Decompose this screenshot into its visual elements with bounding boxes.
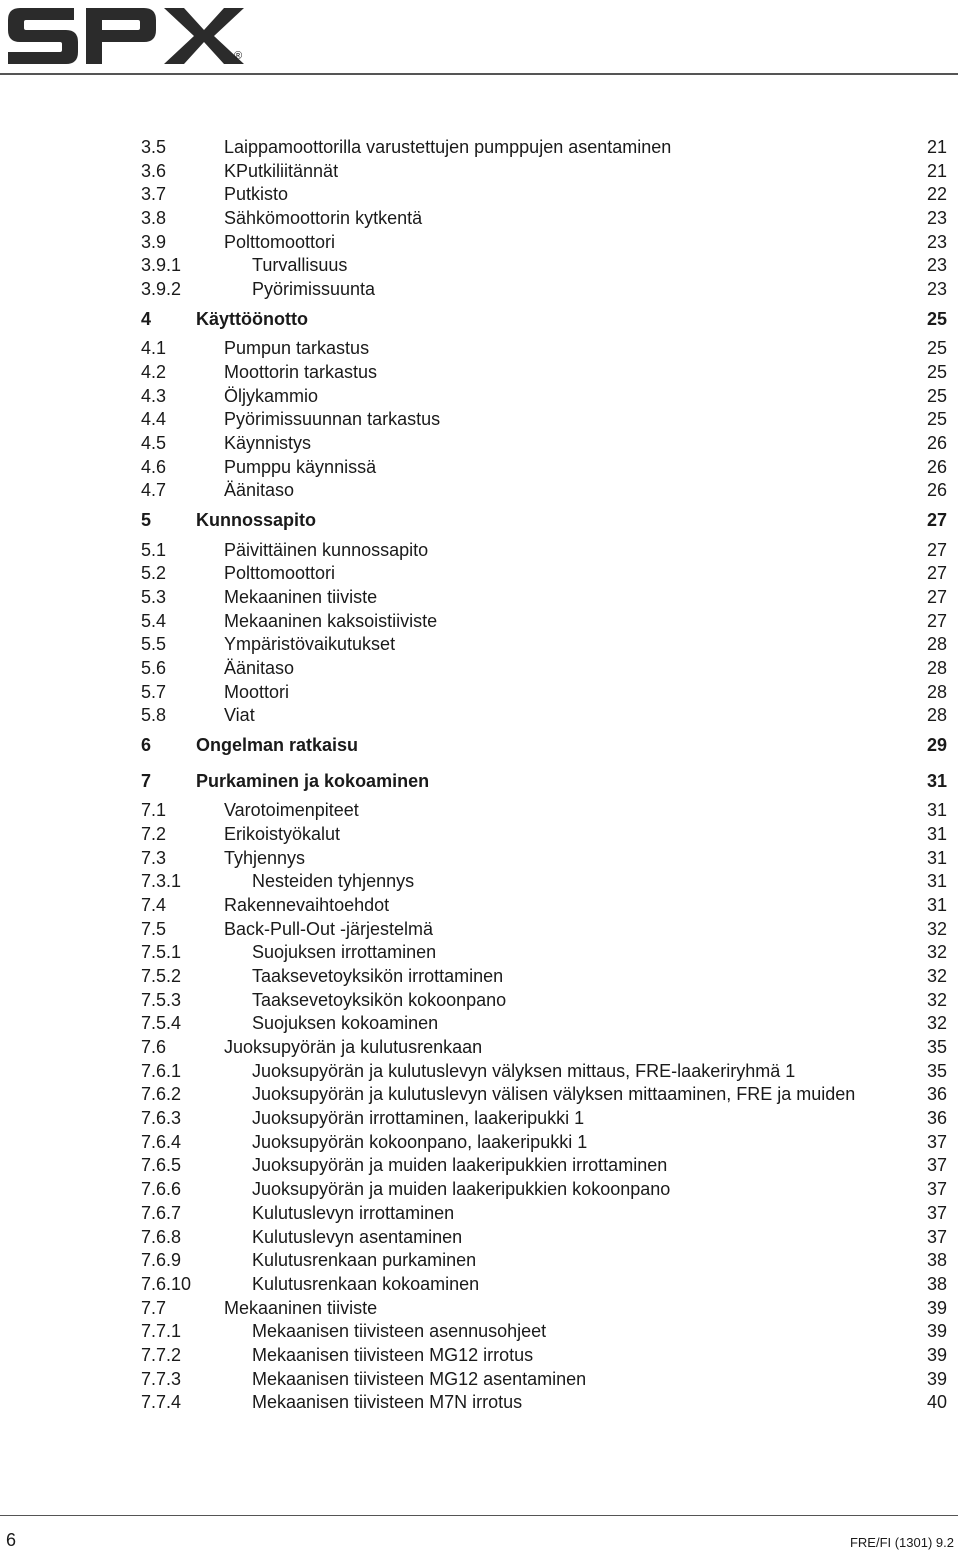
toc-title: Mekaaninen tiiviste	[224, 587, 378, 607]
toc-row[interactable]	[141, 918, 947, 942]
toc-title: Moottori	[224, 681, 290, 702]
toc-number: 7.7	[141, 1297, 167, 1318]
toc-number: 5	[141, 510, 152, 531]
header-divider	[0, 73, 958, 75]
toc-row[interactable]	[141, 1131, 947, 1155]
toc-title: Pyörimissuunta	[252, 279, 376, 300]
toc-number: 5.7	[141, 681, 167, 702]
toc-page: 32	[926, 989, 947, 1010]
toc-chapter-row[interactable]	[141, 764, 947, 800]
toc-number: 7.7.1	[141, 1321, 182, 1342]
toc-row[interactable]	[141, 432, 947, 456]
toc-title: Mekaanisen tiivisteen asennusohjeet	[252, 1321, 547, 1342]
toc-title: Suojuksen irrottaminen	[252, 942, 437, 963]
toc-row[interactable]	[141, 823, 947, 847]
toc-page: 26	[926, 456, 947, 477]
toc-page: 38	[926, 1250, 947, 1271]
toc-number: 7.7.2	[141, 1344, 182, 1365]
toc-page: 36	[926, 1108, 947, 1129]
toc-row[interactable]	[141, 1320, 947, 1344]
toc-number: 7.3	[141, 847, 167, 868]
toc-title: Öljykammio	[224, 385, 319, 406]
toc-row[interactable]	[141, 1344, 947, 1368]
toc-page: 25	[926, 362, 947, 382]
toc-row[interactable]	[141, 1202, 947, 1226]
toc-row[interactable]	[141, 633, 947, 657]
toc-row[interactable]	[141, 965, 947, 989]
toc-title: Ongelman ratkaisu	[196, 735, 359, 756]
toc-row[interactable]	[141, 562, 947, 586]
toc-title: Mekaanisen tiivisteen MG12 irrotus	[252, 1344, 534, 1365]
toc-title: Kulutusrenkaan purkaminen	[252, 1250, 477, 1271]
toc-page: 31	[926, 823, 947, 844]
toc-page: 26	[926, 433, 947, 454]
toc-page: 39	[926, 1344, 947, 1365]
toc-number: 5.1	[141, 539, 167, 560]
toc-page: 37	[926, 1226, 947, 1247]
toc-row[interactable]	[141, 870, 947, 894]
toc-title: Juoksupyörän kokoonpano, laakeripukki 1	[252, 1131, 588, 1152]
toc-number: 7.6	[141, 1037, 167, 1057]
toc-title: Back-Pull-Out -järjestelmä	[224, 918, 434, 939]
toc-title: Mekaanisen tiivisteen MG12 asentaminen	[252, 1368, 587, 1389]
toc-number: 7.3.1	[141, 871, 182, 892]
toc-title: Rakennevaihtoehdot	[224, 894, 390, 915]
toc-row[interactable]	[141, 610, 947, 634]
toc-title: Kulutuslevyn asentaminen	[252, 1226, 463, 1247]
toc-row[interactable]	[141, 586, 947, 610]
toc-number: 3.6	[141, 160, 167, 181]
toc-page: 32	[926, 965, 947, 986]
toc-page: 28	[926, 705, 947, 726]
toc-number: 7.5	[141, 918, 167, 939]
toc-row[interactable]	[141, 657, 947, 681]
toc-number: 5.8	[141, 705, 167, 726]
toc-number: 7.5.2	[141, 965, 182, 986]
toc-chapter-row[interactable]	[141, 302, 947, 338]
toc-number: 7.7.4	[141, 1392, 182, 1413]
toc-row[interactable]	[141, 1391, 947, 1415]
toc-title: Pumpun tarkastus	[224, 338, 370, 359]
toc-row[interactable]	[141, 1226, 947, 1250]
toc-row[interactable]	[141, 408, 947, 432]
table-of-contents	[141, 136, 947, 1415]
toc-row[interactable]	[141, 479, 947, 503]
toc-title: Käyttöönotto	[196, 308, 308, 329]
footer-divider	[0, 1515, 958, 1516]
toc-title: Taaksevetoyksikön kokoonpano	[252, 989, 507, 1010]
toc-row[interactable]	[141, 278, 947, 302]
toc-row[interactable]	[141, 254, 947, 278]
toc-number: 7.6.2	[141, 1084, 182, 1105]
toc-page: 37	[926, 1202, 947, 1223]
toc-page: 26	[926, 480, 947, 501]
spx-logo-graphic	[6, 2, 256, 68]
toc-row[interactable]	[141, 847, 947, 871]
toc-row[interactable]	[141, 1012, 947, 1036]
toc-page: 36	[926, 1084, 947, 1105]
toc-title: Pumppu käynnissä	[224, 456, 377, 477]
toc-page: 21	[926, 160, 947, 181]
toc-row[interactable]	[141, 231, 947, 255]
toc-page: 39	[926, 1297, 947, 1318]
toc-page: 31	[926, 871, 947, 892]
toc-page: 23	[926, 255, 947, 276]
toc-number: 7.6.4	[141, 1131, 182, 1152]
toc-page: 40	[926, 1392, 947, 1413]
toc-title: Kulutuslevyn irrottaminen	[252, 1202, 455, 1223]
toc-row[interactable]	[141, 1368, 947, 1392]
toc-number: 5.2	[141, 563, 167, 584]
toc-page: 37	[926, 1179, 947, 1200]
toc-title: Ympäristövaikutukset	[224, 634, 396, 655]
toc-page: 28	[926, 658, 947, 679]
toc-chapter-row[interactable]	[141, 728, 947, 764]
toc-number: 4.4	[141, 409, 167, 430]
toc-page: 27	[926, 510, 947, 531]
toc-row[interactable]	[141, 1036, 947, 1060]
toc-row[interactable]	[141, 136, 947, 160]
toc-title: Erikoistyökalut	[224, 823, 341, 844]
toc-title: Nesteiden tyhjennys	[252, 871, 415, 892]
toc-page: 32	[926, 942, 947, 963]
toc-title: Äänitaso	[224, 658, 295, 679]
toc-number: 4.2	[141, 362, 167, 382]
toc-number: 4.3	[141, 385, 167, 406]
registered-mark: ®	[234, 50, 243, 62]
toc-number: 7.6.7	[141, 1202, 182, 1223]
toc-page: 37	[926, 1131, 947, 1152]
toc-page: 39	[926, 1321, 947, 1342]
toc-page: 29	[926, 735, 947, 756]
toc-title: Pyörimissuunnan tarkastus	[224, 409, 441, 430]
toc-number: 3.5	[141, 137, 167, 157]
toc-chapter-row[interactable]	[141, 503, 947, 539]
toc-page: 38	[926, 1273, 947, 1294]
toc-title: Polttomoottori	[224, 231, 336, 252]
toc-number: 3.8	[141, 208, 167, 229]
toc-page: 39	[926, 1368, 947, 1389]
toc-number: 3.9.2	[141, 279, 182, 300]
toc-title: Laippamoottorilla varustettujen pumppujen asentaminen	[224, 137, 672, 157]
toc-title: Putkisto	[224, 184, 289, 205]
toc-title: Juoksupyörän ja kulutusrenkaan	[224, 1037, 483, 1057]
toc-number: 4.7	[141, 480, 167, 501]
toc-number: 7.6.8	[141, 1226, 182, 1247]
toc-title: Juoksupyörän ja kulutuslevyn välisen välyksen mittaaminen, FRE ja muiden	[252, 1084, 856, 1105]
toc-row[interactable]	[141, 799, 947, 823]
toc-row[interactable]	[141, 539, 947, 563]
toc-page: 23	[926, 208, 947, 229]
toc-number: 7.4	[141, 894, 167, 915]
toc-row[interactable]	[141, 1107, 947, 1131]
toc-page: 31	[926, 847, 947, 868]
toc-page: 25	[926, 308, 947, 329]
toc-title: Taaksevetoyksikön irrottaminen	[252, 965, 504, 986]
toc-number: 7.6.10	[141, 1273, 192, 1294]
toc-title: Polttomoottori	[224, 563, 336, 584]
page-number: 6	[6, 1530, 17, 1550]
toc-number: 7.7.3	[141, 1368, 182, 1389]
toc-title: Juoksupyörän ja muiden laakeripukkien irrottaminen	[252, 1155, 668, 1176]
toc-number: 7.1	[141, 800, 167, 821]
toc-number: 3.9.1	[141, 255, 182, 276]
toc-title: Viat	[224, 705, 255, 726]
toc-title: Äänitaso	[224, 480, 295, 501]
toc-title: Mekaanisen tiivisteen M7N irrotus	[252, 1392, 523, 1413]
toc-row[interactable]	[141, 681, 947, 705]
toc-row[interactable]	[141, 1297, 947, 1321]
toc-number: 7.2	[141, 823, 167, 844]
toc-row[interactable]	[141, 183, 947, 207]
toc-number: 6	[141, 735, 152, 756]
toc-row[interactable]	[141, 1083, 947, 1107]
toc-number: 5.5	[141, 634, 167, 655]
toc-row[interactable]	[141, 704, 947, 728]
toc-page: 35	[926, 1037, 947, 1057]
toc-title: Käynnistys	[224, 433, 312, 454]
toc-title: Moottorin tarkastus	[224, 362, 378, 382]
toc-row[interactable]	[141, 1060, 947, 1084]
toc-number: 7.6.9	[141, 1250, 182, 1271]
toc-title: Tyhjennys	[224, 847, 306, 868]
toc-title: Varotoimenpiteet	[224, 800, 359, 821]
toc-page: 31	[926, 894, 947, 915]
toc-page: 27	[926, 610, 947, 631]
toc-row[interactable]	[141, 361, 947, 385]
toc-row[interactable]	[141, 160, 947, 184]
spx-logo	[6, 2, 256, 73]
toc-number: 7.6.5	[141, 1155, 182, 1176]
toc-row[interactable]	[141, 1178, 947, 1202]
toc-page: 25	[926, 385, 947, 406]
toc-number: 4.6	[141, 456, 167, 477]
toc-number: 3.9	[141, 231, 167, 252]
toc-page: 31	[926, 770, 947, 791]
toc-number: 7.6.3	[141, 1108, 182, 1129]
toc-row[interactable]	[141, 941, 947, 965]
toc-row[interactable]	[141, 1154, 947, 1178]
toc-page: 27	[926, 587, 947, 607]
toc-page: 32	[926, 918, 947, 939]
document-code: FRE/FI (1301) 9.2	[849, 1535, 954, 1550]
toc-number: 7.5.1	[141, 942, 182, 963]
toc-number: 4.1	[141, 338, 167, 359]
toc-title: Juoksupyörän ja kulutuslevyn välyksen mittaus, FRE-laakeriryhmä 1	[252, 1060, 796, 1081]
toc-title: Purkaminen ja kokoaminen	[196, 770, 430, 791]
toc-page: 23	[926, 279, 947, 300]
toc-title: Mekaaninen tiiviste	[224, 1297, 378, 1318]
toc-page: 22	[926, 184, 947, 205]
toc-title: Turvallisuus	[252, 255, 348, 276]
toc-page: 28	[926, 681, 947, 702]
toc-page: 32	[926, 1013, 947, 1034]
toc-title: KPutkiliitännät	[224, 160, 339, 181]
toc-number: 7.6.1	[141, 1060, 182, 1081]
toc-row[interactable]	[141, 207, 947, 231]
toc-row[interactable]	[141, 1273, 947, 1297]
toc-number: 7.5.4	[141, 1013, 182, 1034]
toc-page: 23	[926, 231, 947, 252]
toc-page: 21	[926, 137, 947, 157]
toc-page: 27	[926, 563, 947, 584]
toc-title: Suojuksen kokoaminen	[252, 1013, 439, 1034]
toc-title: Juoksupyörän ja muiden laakeripukkien kokoonpano	[252, 1179, 671, 1200]
toc-title: Kulutusrenkaan kokoaminen	[252, 1273, 480, 1294]
toc-page: 31	[926, 800, 947, 821]
toc-row[interactable]	[141, 989, 947, 1013]
toc-number: 7.6.6	[141, 1179, 182, 1200]
toc-number: 7	[141, 770, 152, 791]
toc-page: 35	[926, 1060, 947, 1081]
toc-number: 5.3	[141, 587, 167, 607]
toc-page: 28	[926, 634, 947, 655]
toc-title: Päivittäinen kunnossapito	[224, 539, 429, 560]
toc-title: Mekaaninen kaksoistiiviste	[224, 610, 438, 631]
toc-row[interactable]	[141, 337, 947, 361]
toc-title: Juoksupyörän irrottaminen, laakeripukki 1	[252, 1108, 585, 1129]
toc-title: Sähkömoottorin kytkentä	[224, 208, 423, 229]
toc-number: 4.5	[141, 433, 167, 454]
toc-page: 27	[926, 539, 947, 560]
toc-row[interactable]	[141, 456, 947, 480]
toc-row[interactable]	[141, 894, 947, 918]
toc-page: 25	[926, 338, 947, 359]
toc-title: Kunnossapito	[196, 510, 316, 531]
toc-number: 3.7	[141, 184, 167, 205]
toc-number: 4	[141, 308, 152, 329]
toc-number: 5.4	[141, 610, 167, 631]
toc-number: 5.6	[141, 658, 167, 679]
toc-number: 7.5.3	[141, 989, 182, 1010]
toc-page: 25	[926, 409, 947, 430]
toc-row[interactable]	[141, 385, 947, 409]
toc-row[interactable]	[141, 1249, 947, 1273]
toc-page: 37	[926, 1155, 947, 1176]
